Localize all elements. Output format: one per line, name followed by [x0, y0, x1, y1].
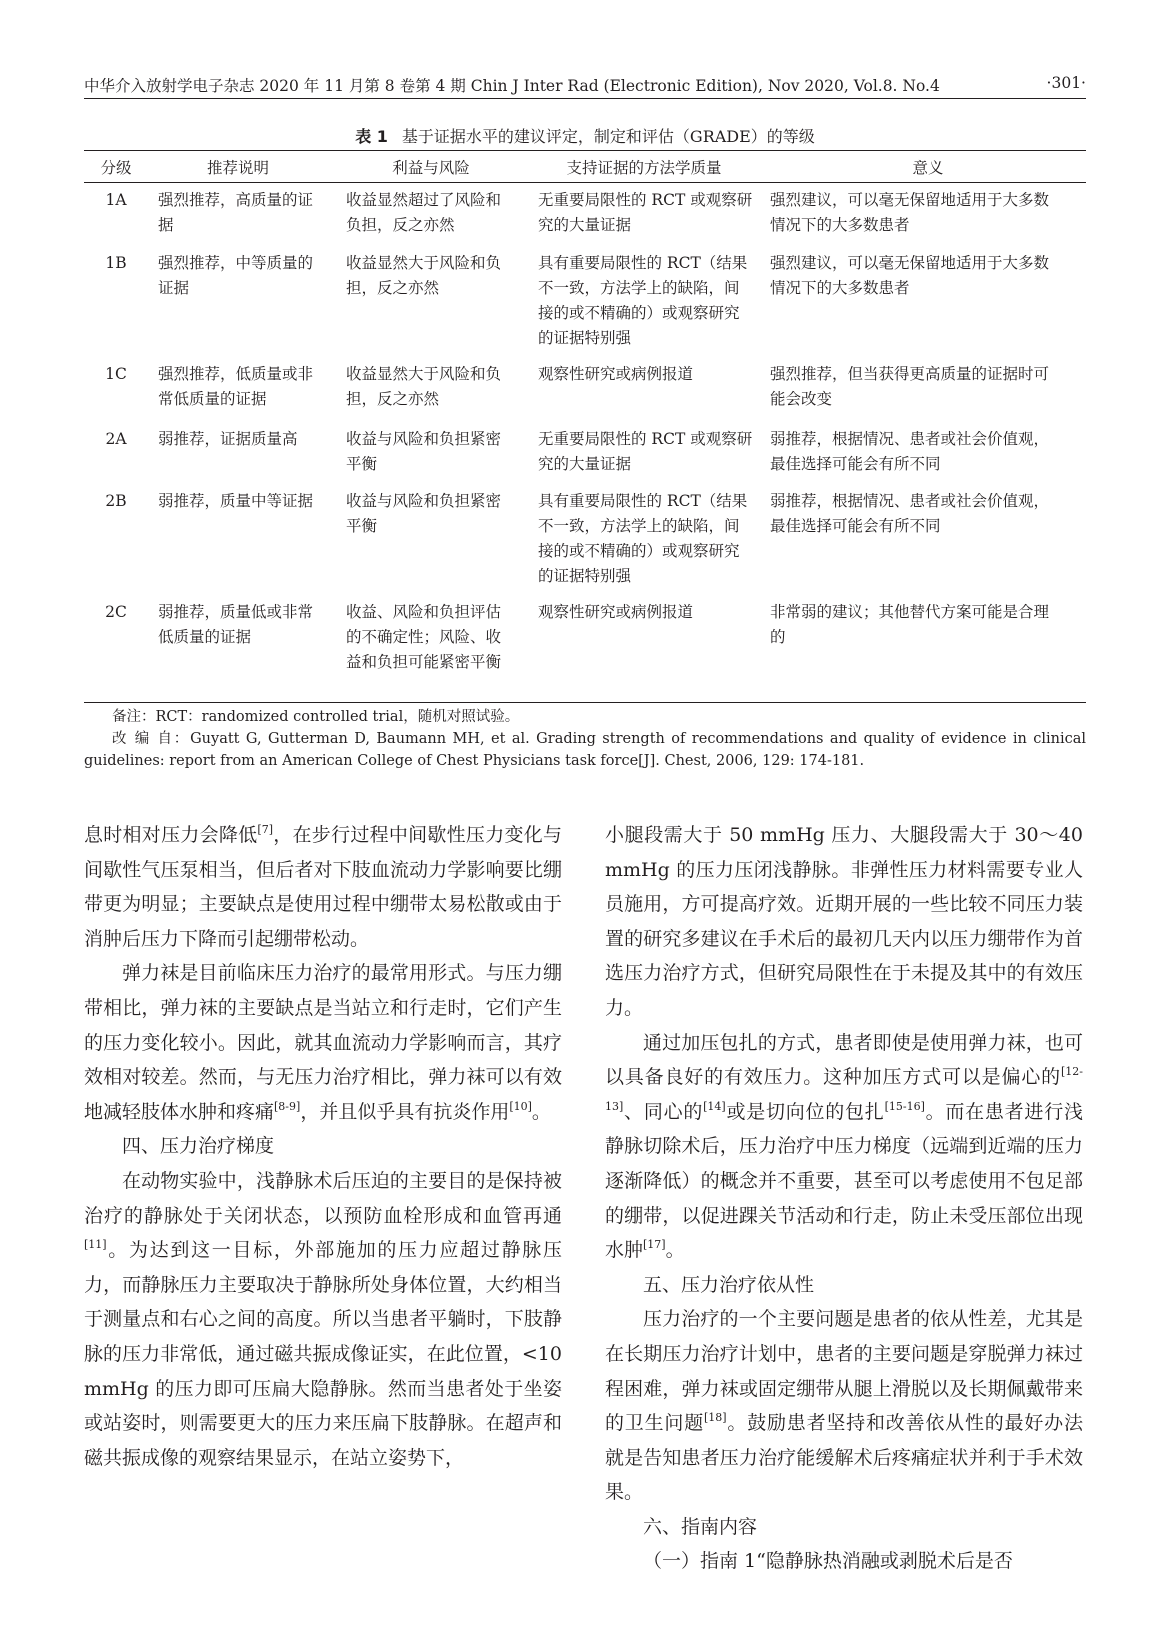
cell-benefit: 收益与风险和负担紧密平衡 [346, 492, 502, 535]
paragraph: 小腿段需大于 50 mmHg 压力、大腿段需大于 30～40 mmHg 的压力压闭浅静脉。非弹性压力材料需要专业人员施用，方可提高疗效。近期开展的一些比较不同压力装置的研究多建议在手术后的最初几天内以压力绷带作为首选压力治疗方式，但研究局限性在于未提及其中的有效压力。 [605, 824, 1083, 1019]
cell-meaning: 强烈推荐，但当获得更高质量的证据时可能会改变 [770, 365, 1050, 408]
header-grade: 分级 [100, 159, 132, 177]
cell-grade: 2C [105, 603, 127, 621]
section-heading: 四、压力治疗梯度 [122, 1135, 275, 1158]
cell-grade: 2B [105, 492, 127, 510]
table-source: 改 编 自：Guyatt G, Gutterman D, Baumann MH, et al. Grading strength of recommendations and quality of evidence in clinical guidelines: report from an American College of Chest Physicians task force[J]. Chest, 2006, 129: 174-181. [84, 731, 1086, 769]
body-column-left [84, 818, 562, 1475]
header-meaning: 意义 [912, 159, 944, 177]
section-heading: 六、指南内容 [643, 1515, 758, 1538]
table-label: 表 1 [355, 127, 388, 146]
citation-ref: [17] [643, 1238, 666, 1252]
cell-desc: 弱推荐，证据质量高 [158, 430, 298, 448]
cell-desc: 弱推荐，质量低或非常低质量的证据 [158, 603, 314, 646]
table-top-rule [84, 150, 1086, 151]
journal-citation: 中华介入放射学电子杂志 2020 年 11 月第 8 卷第 4 期 Chin J Inter Rad (Electronic Edition), Nov 2020, Vol.8. No.4 [84, 77, 940, 95]
cell-grade: 1B [105, 254, 127, 272]
table-caption-text: 基于证据水平的建议评定，制定和评估（GRADE）的等级 [401, 127, 815, 146]
header-rule [84, 98, 1086, 99]
cell-quality: 无重要局限性的 RCT 或观察研究的大量证据 [538, 430, 753, 473]
cell-benefit: 收益显然大于风险和负担，反之亦然 [346, 365, 502, 408]
cell-quality: 观察性研究或病例报道 [538, 603, 694, 621]
paragraph: 压力治疗的一个主要问题是患者的依从性差，尤其是在长期压力治疗计划中，患者的主要问题是穿脱弹力袜过程困难，弹力袜或固定绷带从腿上滑脱以及长期佩戴带来的卫生问题[18]。鼓励患者坚持和改善依从性的最好办法就是告知患者压力治疗能缓解术后疼痛症状并利于手术效果。 [605, 1308, 1083, 1504]
header-benefit: 利益与风险 [392, 159, 470, 177]
cell-benefit: 收益、风险和负担评估的不确定性；风险、收益和负担可能紧密平衡 [346, 603, 502, 671]
cell-grade: 1C [105, 365, 127, 383]
cell-desc: 弱推荐，质量中等证据 [158, 492, 314, 510]
cell-quality: 观察性研究或病例报道 [538, 365, 694, 383]
cell-benefit: 收益显然大于风险和负担，反之亦然 [346, 254, 502, 297]
paragraph: 通过加压包扎的方式，患者即使是使用弹力袜，也可以具备良好的有效压力。这种加压方式可以是偏心的[12-13]、同心的[14]或是切向位的包扎[15-16]。而在患者进行浅静脉切除术后，压力治疗中压力梯度（远端到近端的压力逐渐降低）的概念并不重要，甚至可以考虑使用不包足部的绷带，以促进踝关节活动和行走，防止未受压部位出现水肿[17]。 [605, 1031, 1083, 1262]
cell-desc: 强烈推荐，中等质量的证据 [158, 254, 314, 297]
cell-meaning: 非常弱的建议；其他替代方案可能是合理的 [770, 603, 1050, 646]
table-footnote: 备注：RCT：randomized controlled trial，随机对照试验。 [112, 709, 520, 725]
cell-grade: 2A [105, 430, 127, 448]
paragraph: 在动物实验中，浅静脉术后压迫的主要目的是保持被治疗的静脉处于关闭状态，以预防血栓形成和血管再通[11]。为达到这一目标，外部施加的压力应超过静脉压力，而静脉压力主要取决于静脉所处身体位置，大约相当于测量点和右心之间的高度。所以当患者平躺时，下肢静脉的压力非常低，通过磁共振成像证实，在此位置，<10 mmHg 的压力即可压扁大隐静脉。然而当患者处于坐姿或站姿时，则需要更大的压力来压扁下肢静脉。在超声和磁共振成像的观察结果显示，在站立姿势下， [84, 1169, 562, 1469]
cell-meaning: 强烈建议，可以毫无保留地适用于大多数情况下的大多数患者 [770, 191, 1050, 234]
paragraph: （一）指南 1“隐静脉热消融或剥脱术后是否 [643, 1550, 1013, 1573]
paragraph: 息时相对压力会降低[7]，在步行过程中间歇性压力变化与间歇性气压泵相当，但后者对下肢血流动力学影响要比绷带更为明显；主要缺点是使用过程中绷带太易松散或由于消肿后压力下降而引起绷带松动。 [84, 823, 562, 950]
header-quality: 支持证据的方法学质量 [566, 159, 722, 177]
table-notes [84, 706, 1086, 772]
table-bottom-rule [84, 702, 1086, 703]
citation-ref: [10] [509, 1099, 532, 1113]
citation-ref: [8-9] [274, 1099, 301, 1113]
cell-meaning: 弱推荐，根据情况、患者或社会价值观，最佳选择可能会有所不同 [770, 430, 1050, 473]
body-column-right [605, 818, 1083, 1579]
cell-quality: 具有重要局限性的 RCT（结果不一致，方法学上的缺陷，间接的或不精确的）或观察研究的证据特别强 [538, 254, 748, 347]
table-caption [0, 124, 1170, 147]
cell-meaning: 强烈建议，可以毫无保留地适用于大多数情况下的大多数患者 [770, 254, 1050, 297]
cell-benefit: 收益显然超过了风险和负担，反之亦然 [346, 191, 502, 234]
page-number: ·301· [1046, 74, 1086, 92]
header-desc: 推荐说明 [206, 159, 269, 177]
cell-grade: 1A [105, 191, 127, 209]
cell-quality: 具有重要局限性的 RCT（结果不一致，方法学上的缺陷，间接的或不精确的）或观察研究的证据特别强 [538, 492, 748, 585]
citation-ref: [15-16] [884, 1099, 925, 1113]
citation-ref: [12-13] [605, 1065, 1083, 1113]
cell-desc: 强烈推荐，高质量的证据 [158, 191, 314, 234]
citation-ref: [18] [704, 1411, 727, 1425]
cell-meaning: 弱推荐，根据情况、患者或社会价值观，最佳选择可能会有所不同 [770, 492, 1050, 535]
cell-benefit: 收益与风险和负担紧密平衡 [346, 430, 502, 473]
citation-ref: [7] [257, 823, 273, 836]
citation-ref: [11] [84, 1238, 107, 1252]
cell-desc: 强烈推荐，低质量或非常低质量的证据 [158, 365, 314, 408]
table-header-rule [84, 182, 1086, 183]
section-heading: 五、压力治疗依从性 [643, 1273, 815, 1296]
citation-ref: [14] [703, 1099, 726, 1113]
paragraph: 弹力袜是目前临床压力治疗的最常用形式。与压力绷带相比，弹力袜的主要缺点是当站立和行走时，它们产生的压力变化较小。因此，就其血流动力学影响而言，其疗效相对较差。然而，与无压力治疗相比，弹力袜可以有效地减轻肢体水肿和疼痛[8-9]，并且似乎具有抗炎作用[10]。 [84, 962, 562, 1123]
running-header [84, 74, 1086, 96]
cell-quality: 无重要局限性的 RCT 或观察研究的大量证据 [538, 191, 753, 234]
